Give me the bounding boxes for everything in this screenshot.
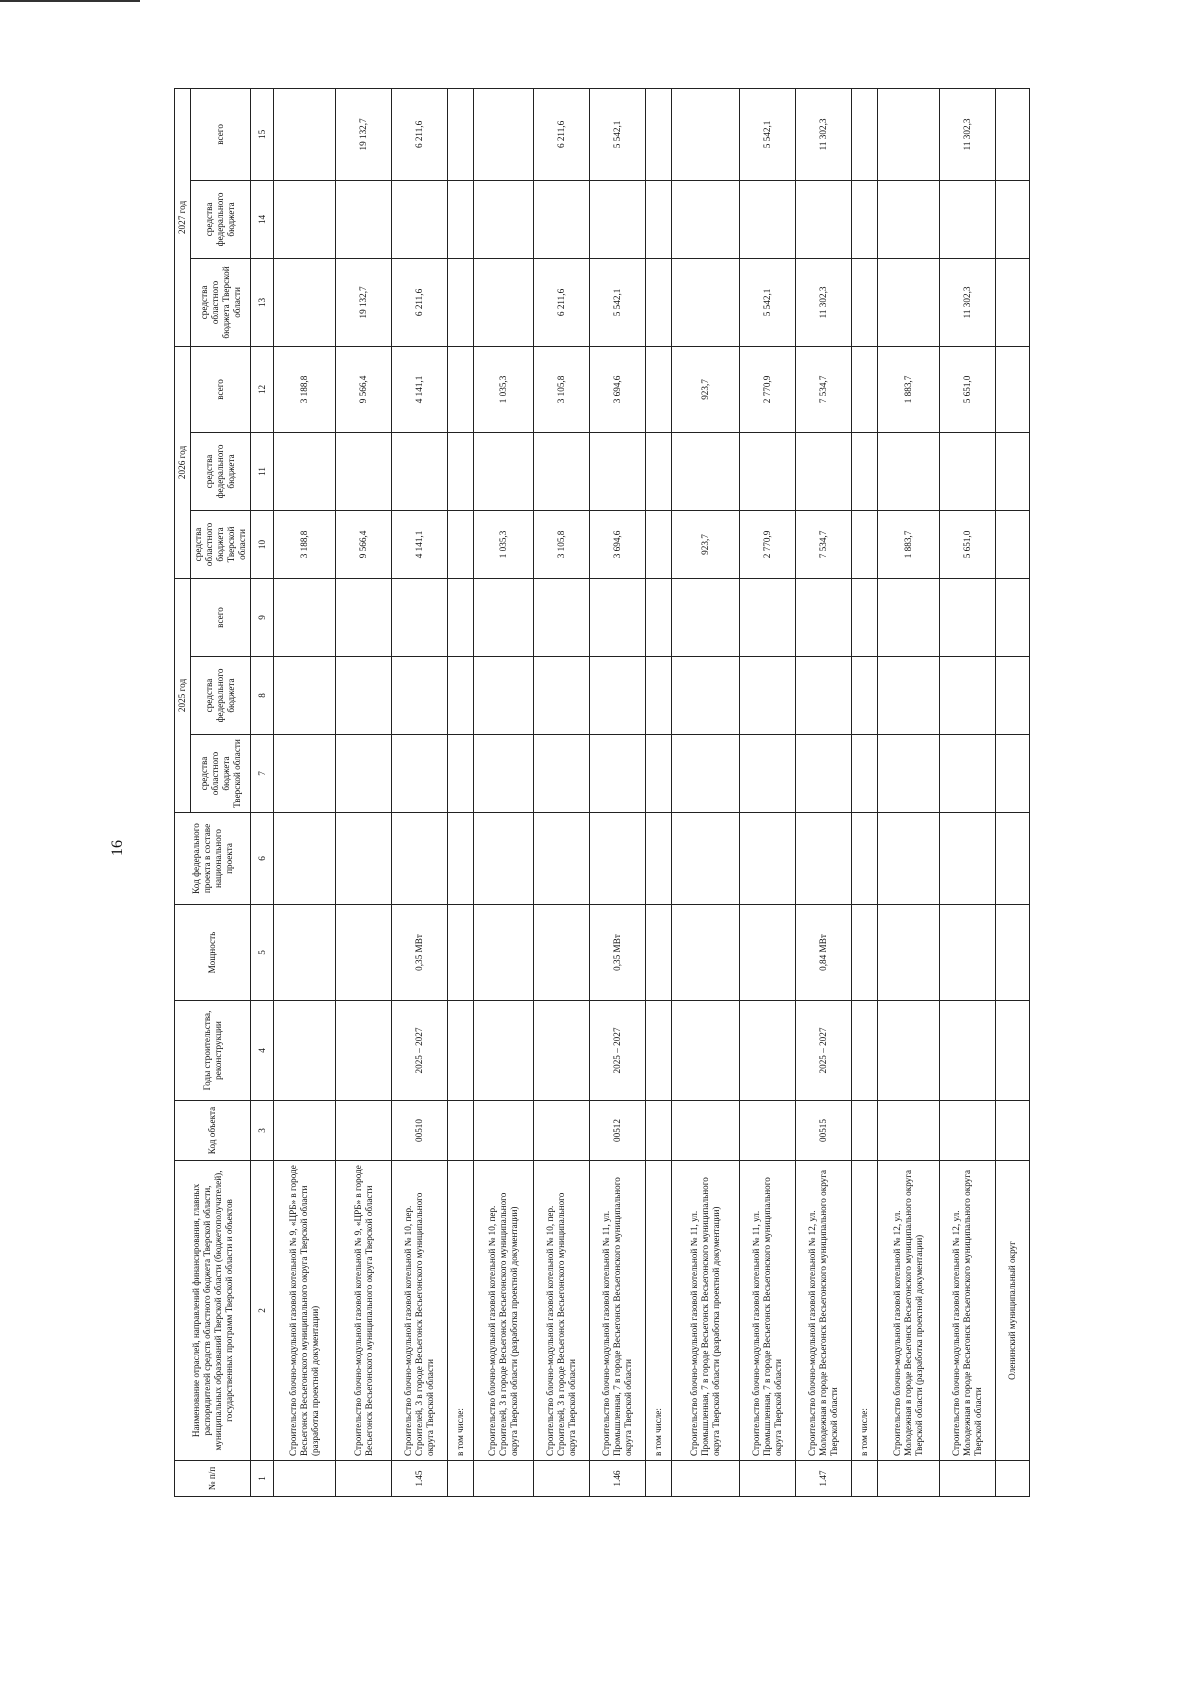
object-name: Строительство блочно-модульной газовой котельной № 9, «ЦРБ» в городе Весьегонск Весьегонского муниципального округа Тверской области xyxy=(336,1161,392,1461)
cell-f25 xyxy=(590,657,646,735)
table-row xyxy=(448,88,474,1496)
table-row xyxy=(274,88,336,1496)
cell-r26: 3 105,8 xyxy=(534,510,590,578)
cell-fed xyxy=(274,813,336,905)
cell-t25 xyxy=(336,578,392,656)
colnum-5: 5 xyxy=(251,905,274,1001)
cell-code xyxy=(474,1101,534,1161)
cell-power xyxy=(996,905,1030,1001)
cell-f26 xyxy=(878,432,940,510)
cell-num xyxy=(740,1461,796,1497)
cell-r25 xyxy=(646,735,672,813)
cell-r27 xyxy=(474,258,534,346)
cell-r25 xyxy=(392,735,448,813)
cell-power xyxy=(878,905,940,1001)
colnum-9: 9 xyxy=(251,578,274,656)
cell-r25 xyxy=(274,735,336,813)
cell-f26 xyxy=(740,432,796,510)
object-name: Строительство блочно-модульной газовой котельной № 12, ул. Молодежная в городе Весьегонск Весьегонского муниципального округа Тверской области xyxy=(940,1161,996,1461)
cell-r25 xyxy=(740,735,796,813)
cell-num xyxy=(996,1461,1030,1497)
header-years: Годы строительства, реконструкции xyxy=(175,1001,251,1101)
cell-f27 xyxy=(590,180,646,258)
cell-f26 xyxy=(590,432,646,510)
cell-power: 0,84 МВт xyxy=(796,905,852,1001)
cell-code xyxy=(646,1101,672,1161)
cell-num xyxy=(878,1461,940,1497)
cell-power: 0,35 МВт xyxy=(392,905,448,1001)
cell-r25 xyxy=(336,735,392,813)
object-name: Строительство блочно-модульной газовой котельной № 11, ул. Промышленная, 7 в городе Весьегонск Весьегонского муниципального округа Тверской области (разработка проектной документации) xyxy=(672,1161,740,1461)
cell-power xyxy=(534,905,590,1001)
cell-r26 xyxy=(646,510,672,578)
cell-f25 xyxy=(274,657,336,735)
cell-r25 xyxy=(878,735,940,813)
header-power: Мощность xyxy=(175,905,251,1001)
cell-power xyxy=(852,905,878,1001)
table-body xyxy=(274,88,1030,1496)
cell-t26: 1 883,7 xyxy=(878,346,940,432)
cell-t26: 4 141,1 xyxy=(392,346,448,432)
cell-num xyxy=(852,1461,878,1497)
cell-power xyxy=(740,905,796,1001)
table-row xyxy=(996,88,1030,1496)
cell-f26 xyxy=(274,432,336,510)
cell-r27 xyxy=(274,258,336,346)
cell-t25 xyxy=(796,578,852,656)
cell-r27: 6 211,6 xyxy=(392,258,448,346)
cell-t27: 11 302,3 xyxy=(940,88,996,180)
table-row xyxy=(852,88,878,1496)
cell-f25 xyxy=(940,657,996,735)
cell-t27: 6 211,6 xyxy=(392,88,448,180)
cell-r26 xyxy=(448,510,474,578)
header-code: Код объекта xyxy=(175,1101,251,1161)
cell-power xyxy=(336,905,392,1001)
cell-years xyxy=(534,1001,590,1101)
header-2025-federal: средства федерального бюджета xyxy=(191,657,251,735)
cell-f25 xyxy=(336,657,392,735)
cell-r26: 1 035,3 xyxy=(474,510,534,578)
cell-t25 xyxy=(392,578,448,656)
cell-fed xyxy=(996,813,1030,905)
page-number: 16 xyxy=(109,840,126,856)
cell-power xyxy=(646,905,672,1001)
cell-years xyxy=(940,1001,996,1101)
cell-r27: 5 542,1 xyxy=(590,258,646,346)
cell-t26 xyxy=(852,346,878,432)
cell-f26 xyxy=(672,432,740,510)
cell-f25 xyxy=(852,657,878,735)
cell-f25 xyxy=(878,657,940,735)
cell-t25 xyxy=(590,578,646,656)
cell-t26 xyxy=(646,346,672,432)
table-row xyxy=(796,88,852,1496)
cell-r25 xyxy=(590,735,646,813)
cell-r27 xyxy=(878,258,940,346)
cell-fed xyxy=(740,813,796,905)
cell-r27: 11 302,3 xyxy=(796,258,852,346)
cell-num: 1.45 xyxy=(392,1461,448,1497)
header-2026-federal: средства федерального бюджета xyxy=(191,432,251,510)
cell-t26: 3 105,8 xyxy=(534,346,590,432)
cell-r25 xyxy=(474,735,534,813)
cell-fed xyxy=(448,813,474,905)
cell-t26: 3 694,6 xyxy=(590,346,646,432)
cell-r27: 5 542,1 xyxy=(740,258,796,346)
cell-years: 2025 – 2027 xyxy=(590,1001,646,1101)
object-name: в том числе: xyxy=(448,1161,474,1461)
colnum-4: 4 xyxy=(251,1001,274,1101)
cell-num xyxy=(336,1461,392,1497)
cell-f27 xyxy=(940,180,996,258)
cell-t27 xyxy=(878,88,940,180)
cell-code xyxy=(940,1101,996,1161)
cell-years xyxy=(336,1001,392,1101)
cell-num: 1.46 xyxy=(590,1461,646,1497)
cell-years: 2025 – 2027 xyxy=(392,1001,448,1101)
cell-t25 xyxy=(474,578,534,656)
cell-t27: 11 302,3 xyxy=(796,88,852,180)
cell-f27 xyxy=(796,180,852,258)
cell-r26 xyxy=(996,510,1030,578)
cell-t27: 5 542,1 xyxy=(590,88,646,180)
cell-num: 1.47 xyxy=(796,1461,852,1497)
cell-t26 xyxy=(448,346,474,432)
cell-f27 xyxy=(534,180,590,258)
cell-t25 xyxy=(852,578,878,656)
cell-r25 xyxy=(852,735,878,813)
cell-code: 00515 xyxy=(796,1101,852,1161)
colnum-11: 11 xyxy=(251,432,274,510)
cell-num xyxy=(534,1461,590,1497)
cell-num xyxy=(646,1461,672,1497)
cell-r27 xyxy=(852,258,878,346)
table-row xyxy=(672,88,740,1496)
cell-code xyxy=(740,1101,796,1161)
cell-r25 xyxy=(448,735,474,813)
cell-t27: 5 542,1 xyxy=(740,88,796,180)
object-name: Строительство блочно-модульной газовой котельной № 12, ул. Молодежная в городе Весьегонск Весьегонского муниципального округа Тверской области xyxy=(796,1161,852,1461)
cell-r27: 19 132,7 xyxy=(336,258,392,346)
table-row xyxy=(740,88,796,1496)
cell-code xyxy=(996,1101,1030,1161)
cell-f26 xyxy=(940,432,996,510)
header-name: Наименование отраслей, направлений финансирования, главных распорядителей средств областного бюджета Тверской области, муниципальных образований Тверской области (бюджетополучателей), государственных программ Тверской области и объектов xyxy=(175,1161,251,1461)
cell-r25 xyxy=(996,735,1030,813)
cell-fed xyxy=(796,813,852,905)
header-2025-total: всего xyxy=(191,578,251,656)
cell-t27 xyxy=(474,88,534,180)
cell-f25 xyxy=(534,657,590,735)
cell-power xyxy=(940,905,996,1001)
cell-t27 xyxy=(852,88,878,180)
cell-f25 xyxy=(740,657,796,735)
cell-fed xyxy=(474,813,534,905)
cell-years xyxy=(646,1001,672,1101)
cell-r26: 1 883,7 xyxy=(878,510,940,578)
header-year-2027: 2027 год xyxy=(175,88,191,346)
cell-r26: 3 188,8 xyxy=(274,510,336,578)
cell-t27: 6 211,6 xyxy=(534,88,590,180)
cell-fed xyxy=(852,813,878,905)
cell-code xyxy=(852,1101,878,1161)
cell-power xyxy=(448,905,474,1001)
header-2027-regional: средства областного бюджета Тверской области xyxy=(191,258,251,346)
table-row xyxy=(878,88,940,1496)
cell-r27: 6 211,6 xyxy=(534,258,590,346)
object-name: в том числе: xyxy=(852,1161,878,1461)
cell-f26 xyxy=(474,432,534,510)
cell-years xyxy=(996,1001,1030,1101)
cell-r26: 3 694,6 xyxy=(590,510,646,578)
cell-years xyxy=(448,1001,474,1101)
cell-t25 xyxy=(878,578,940,656)
cell-fed xyxy=(646,813,672,905)
table-rotated-wrapper xyxy=(174,101,1074,1497)
header-2027-total: всего xyxy=(191,88,251,180)
table-row xyxy=(392,88,448,1496)
cell-f26 xyxy=(852,432,878,510)
cell-f25 xyxy=(672,657,740,735)
cell-code xyxy=(878,1101,940,1161)
cell-t26: 1 035,3 xyxy=(474,346,534,432)
cell-years xyxy=(852,1001,878,1101)
colnum-12: 12 xyxy=(251,346,274,432)
cell-f27 xyxy=(740,180,796,258)
cell-r26: 923,7 xyxy=(672,510,740,578)
cell-r27 xyxy=(996,258,1030,346)
cell-t26: 3 188,8 xyxy=(274,346,336,432)
cell-years xyxy=(274,1001,336,1101)
cell-t25 xyxy=(274,578,336,656)
cell-t25 xyxy=(534,578,590,656)
cell-t26: 923,7 xyxy=(672,346,740,432)
table-row xyxy=(474,88,534,1496)
table-row xyxy=(590,88,646,1496)
cell-t25 xyxy=(940,578,996,656)
cell-t26: 7 534,7 xyxy=(796,346,852,432)
budget-table xyxy=(174,88,1030,1497)
object-name: Строительство блочно-модульной газовой котельной № 10, пер. Строителей, 3 в городе Весьегонск Весьегонского муниципального округа Тверской области (разработка проектной документации) xyxy=(474,1161,534,1461)
cell-f25 xyxy=(474,657,534,735)
cell-years xyxy=(474,1001,534,1101)
cell-t27 xyxy=(672,88,740,180)
cell-fed xyxy=(392,813,448,905)
object-name: Строительство блочно-модульной газовой котельной № 10, пер. Строителей, 3 в городе Весьегонск Весьегонского муниципального округа Тверской области xyxy=(392,1161,448,1461)
cell-f27 xyxy=(878,180,940,258)
cell-fed xyxy=(534,813,590,905)
cell-code: 00510 xyxy=(392,1101,448,1161)
table-row xyxy=(336,88,392,1496)
object-name: Строительство блочно-модульной газовой котельной № 9, «ЦРБ» в городе Весьегонск Весьегонского муниципального округа Тверской области (разработка проектной документации) xyxy=(274,1161,336,1461)
table-row xyxy=(940,88,996,1496)
cell-r27 xyxy=(448,258,474,346)
cell-power xyxy=(274,905,336,1001)
header-row-1 xyxy=(175,88,191,1496)
colnum-2: 2 xyxy=(251,1161,274,1461)
colnum-6: 6 xyxy=(251,813,274,905)
cell-r26: 5 651,0 xyxy=(940,510,996,578)
cell-fed xyxy=(672,813,740,905)
cell-t26: 2 770,9 xyxy=(740,346,796,432)
cell-t27 xyxy=(646,88,672,180)
cell-f25 xyxy=(448,657,474,735)
cell-r26: 7 534,7 xyxy=(796,510,852,578)
section-title: Оленинский муниципальный округ xyxy=(996,1161,1030,1461)
cell-r26: 2 770,9 xyxy=(740,510,796,578)
cell-f27 xyxy=(646,180,672,258)
cell-code xyxy=(274,1101,336,1161)
cell-code xyxy=(534,1101,590,1161)
cell-f26 xyxy=(796,432,852,510)
cell-t26 xyxy=(996,346,1030,432)
colnum-7: 7 xyxy=(251,735,274,813)
object-name: Строительство блочно-модульной газовой котельной № 11, ул. Промышленная, 7 в городе Весьегонск Весьегонского муниципального округа Тверской области xyxy=(590,1161,646,1461)
cell-f27 xyxy=(852,180,878,258)
cell-r26: 4 141,1 xyxy=(392,510,448,578)
colnum-1: 1 xyxy=(251,1461,274,1497)
cell-f25 xyxy=(646,657,672,735)
header-2026-regional: средства областного бюджета Тверской области xyxy=(191,510,251,578)
cell-t25 xyxy=(996,578,1030,656)
cell-f25 xyxy=(996,657,1030,735)
header-year-2025: 2025 год xyxy=(175,578,191,812)
header-2025-regional: средства областного бюджета Тверской области xyxy=(191,735,251,813)
cell-f27 xyxy=(448,180,474,258)
cell-f26 xyxy=(646,432,672,510)
cell-f26 xyxy=(336,432,392,510)
colnum-3: 3 xyxy=(251,1101,274,1161)
cell-code xyxy=(336,1101,392,1161)
header-fedcode: Код федерального проекта в составе национального проекта xyxy=(175,813,251,905)
cell-f27 xyxy=(274,180,336,258)
cell-r25 xyxy=(672,735,740,813)
colnum-13: 13 xyxy=(251,258,274,346)
cell-r25 xyxy=(534,735,590,813)
cell-years xyxy=(672,1001,740,1101)
cell-r25 xyxy=(796,735,852,813)
cell-t25 xyxy=(672,578,740,656)
cell-num xyxy=(940,1461,996,1497)
scan-edge-line xyxy=(0,0,140,2)
cell-fed xyxy=(940,813,996,905)
cell-t26: 5 651,0 xyxy=(940,346,996,432)
cell-f27 xyxy=(672,180,740,258)
cell-f27 xyxy=(474,180,534,258)
cell-f25 xyxy=(796,657,852,735)
cell-r27: 11 302,3 xyxy=(940,258,996,346)
cell-t26: 9 566,4 xyxy=(336,346,392,432)
cell-r27 xyxy=(646,258,672,346)
cell-fed xyxy=(590,813,646,905)
cell-t27 xyxy=(448,88,474,180)
cell-f26 xyxy=(534,432,590,510)
colnum-8: 8 xyxy=(251,657,274,735)
header-2027-federal: средства федерального бюджета xyxy=(191,180,251,258)
cell-power xyxy=(672,905,740,1001)
cell-fed xyxy=(878,813,940,905)
cell-f25 xyxy=(392,657,448,735)
cell-years: 2025 – 2027 xyxy=(796,1001,852,1101)
cell-code xyxy=(448,1101,474,1161)
cell-code xyxy=(672,1101,740,1161)
cell-years xyxy=(878,1001,940,1101)
table-row xyxy=(646,88,672,1496)
column-number-row xyxy=(251,88,274,1496)
cell-num xyxy=(448,1461,474,1497)
cell-f27 xyxy=(336,180,392,258)
table-row xyxy=(534,88,590,1496)
cell-t27: 19 132,7 xyxy=(336,88,392,180)
cell-r26 xyxy=(852,510,878,578)
cell-years xyxy=(740,1001,796,1101)
object-name: Строительство блочно-модульной газовой котельной № 12, ул. Молодежная в городе Весьегонск Весьегонского муниципального округа Тверской области (разработка проектной документации) xyxy=(878,1161,940,1461)
colnum-10: 10 xyxy=(251,510,274,578)
cell-r26: 9 566,4 xyxy=(336,510,392,578)
header-year-2026: 2026 год xyxy=(175,346,191,578)
cell-r25 xyxy=(940,735,996,813)
cell-f26 xyxy=(448,432,474,510)
cell-t27 xyxy=(996,88,1030,180)
object-name: Строительство блочно-модульной газовой котельной № 11, ул. Промышленная, 7 в городе Весьегонск Весьегонского муниципального округа Тверской области xyxy=(740,1161,796,1461)
colnum-15: 15 xyxy=(251,88,274,180)
cell-code: 00512 xyxy=(590,1101,646,1161)
cell-f27 xyxy=(392,180,448,258)
header-2026-total: всего xyxy=(191,346,251,432)
cell-r27 xyxy=(672,258,740,346)
cell-t25 xyxy=(646,578,672,656)
cell-fed xyxy=(336,813,392,905)
cell-f26 xyxy=(996,432,1030,510)
cell-f27 xyxy=(996,180,1030,258)
cell-power xyxy=(474,905,534,1001)
header-num: № п/п xyxy=(175,1461,251,1497)
cell-t25 xyxy=(448,578,474,656)
colnum-14: 14 xyxy=(251,180,274,258)
cell-num xyxy=(474,1461,534,1497)
cell-t25 xyxy=(740,578,796,656)
cell-num xyxy=(672,1461,740,1497)
cell-power: 0,35 МВт xyxy=(590,905,646,1001)
cell-t27 xyxy=(274,88,336,180)
object-name: Строительство блочно-модульной газовой котельной № 10, пер. Строителей, 3 в городе Весьегонск Весьегонского муниципального округа Тверской области xyxy=(534,1161,590,1461)
object-name: в том числе: xyxy=(646,1161,672,1461)
cell-f26 xyxy=(392,432,448,510)
cell-num xyxy=(274,1461,336,1497)
